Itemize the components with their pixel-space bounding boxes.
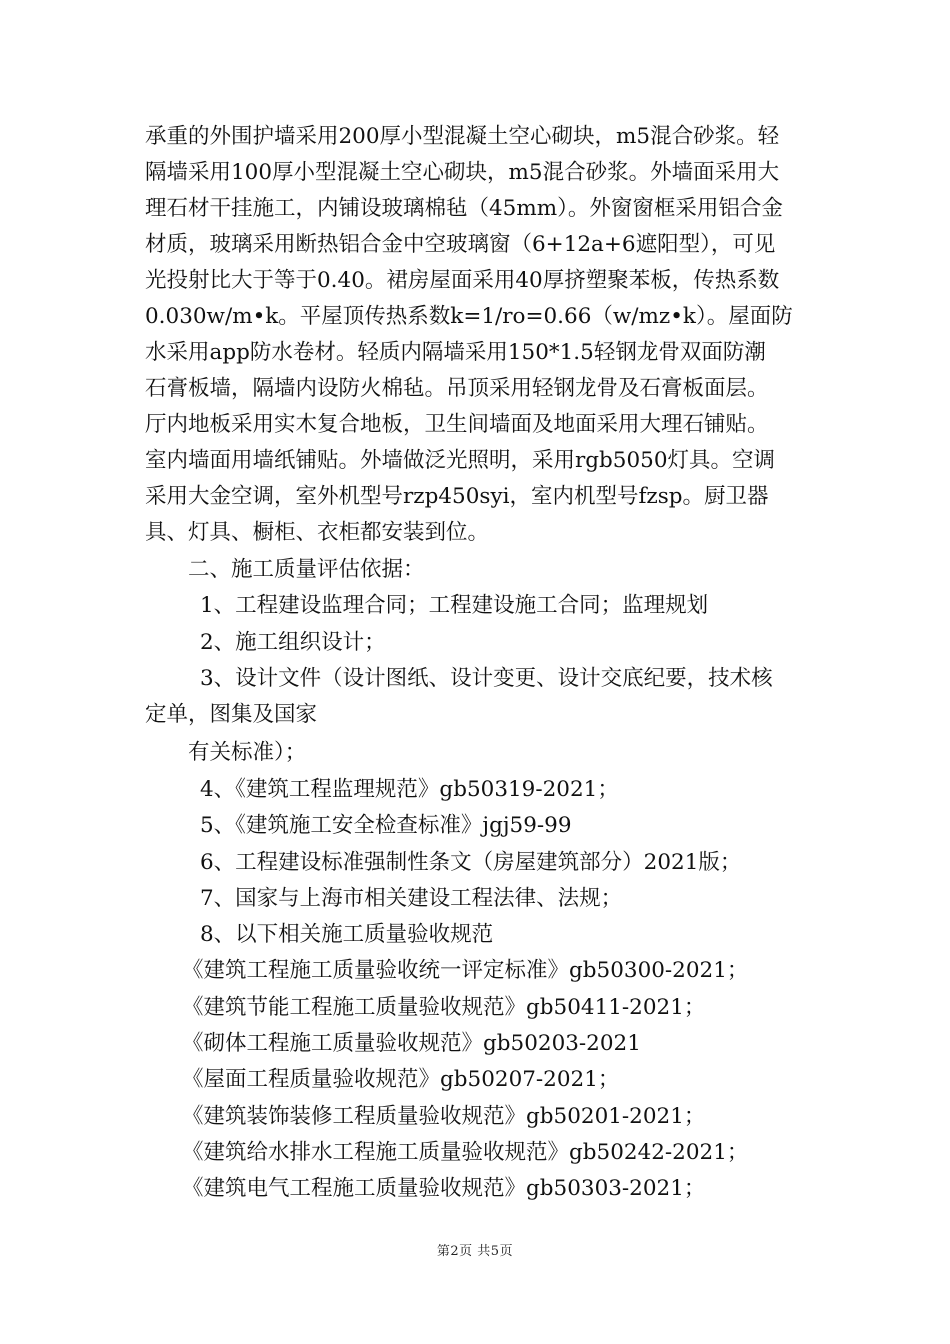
basis-item: 4、《建筑工程监理规范》gb50319-2021； (200, 777, 619, 802)
paragraph-line: 石膏板墙，隔墙内设防火棉毡。吊顶采用轻钢龙骨及石膏板面层。 (145, 376, 769, 401)
basis-item-continued: 有关标准）； (188, 740, 307, 765)
paragraph-line: 承重的外围护墙采用200厚小型混凝土空心砌块，m5混合砂浆。轻 (145, 124, 780, 149)
paragraph-line: 厅内地板采用实木复合地板，卫生间墙面及地面采用大理石铺贴。 (145, 412, 769, 437)
basis-item: 2、施工组织设计； (200, 630, 386, 655)
standard-item: 《建筑给水排水工程施工质量验收规范》gb50242-2021； (182, 1140, 749, 1165)
standard-item: 《建筑工程施工质量验收统一评定标准》gb50300-2021； (182, 958, 749, 983)
section-heading: 二、施工质量评估依据： (188, 557, 425, 582)
paragraph-line: 采用大金空调，室外机型号rzp450syi，室内机型号fzsp。厨卫器 (145, 484, 769, 509)
paragraph-line: 材质，玻璃采用断热铝合金中空玻璃窗（6+12a+6遮阳型），可见 (145, 232, 776, 257)
basis-item: 7、国家与上海市相关建设工程法律、法规； (200, 886, 623, 911)
standard-item: 《建筑节能工程施工质量验收规范》gb50411-2021； (182, 995, 706, 1020)
paragraph-line: 具、灯具、橱柜、衣柜都安装到位。 (145, 520, 490, 545)
paragraph-line: 0.030w/m•k。平屋顶传热系数k=1/ro=0.66（w/mz•k）。屋面防 (145, 304, 793, 329)
paragraph-line: 水采用app防水卷材。轻质内隔墙采用150*1.5轻钢龙骨双面防潮 (145, 340, 766, 365)
basis-item: 1、工程建设监理合同；工程建设施工合同；监理规划 (200, 593, 709, 618)
standard-item: 《建筑装饰装修工程质量验收规范》gb50201-2021； (182, 1104, 706, 1129)
basis-item: 3、设计文件（设计图纸、设计变更、设计交底纪要，技术核 (200, 666, 773, 691)
page-footer: 第2页 共5页 (436, 1244, 514, 1259)
standard-item: 《屋面工程质量验收规范》gb50207-2021； (182, 1067, 620, 1092)
basis-item: 8、以下相关施工质量验收规范 (200, 922, 494, 947)
standard-item: 《建筑电气工程施工质量验收规范》gb50303-2021； (182, 1176, 706, 1201)
paragraph-line: 隔墙采用100厚小型混凝土空心砌块，m5混合砂浆。外墙面采用大 (145, 160, 780, 185)
paragraph-line: 理石材干挂施工，内铺设玻璃棉毡（45mm）。外窗窗框采用铝合金 (145, 196, 783, 221)
basis-item: 6、工程建设标准强制性条文（房屋建筑部分）2021版； (200, 850, 742, 875)
basis-item-continued: 定单，图集及国家 (145, 702, 318, 727)
standard-item: 《砌体工程施工质量验收规范》gb50203-2021 (182, 1031, 641, 1056)
basis-item: 5、《建筑施工安全检查标准》jgj59-99 (200, 813, 572, 838)
paragraph-line: 光投射比大于等于0.40。裙房屋面采用40厚挤塑聚苯板，传热系数 (145, 268, 780, 293)
paragraph-line: 室内墙面用墙纸铺贴。外墙做泛光照明，采用rgb5050灯具。空调 (145, 448, 776, 473)
